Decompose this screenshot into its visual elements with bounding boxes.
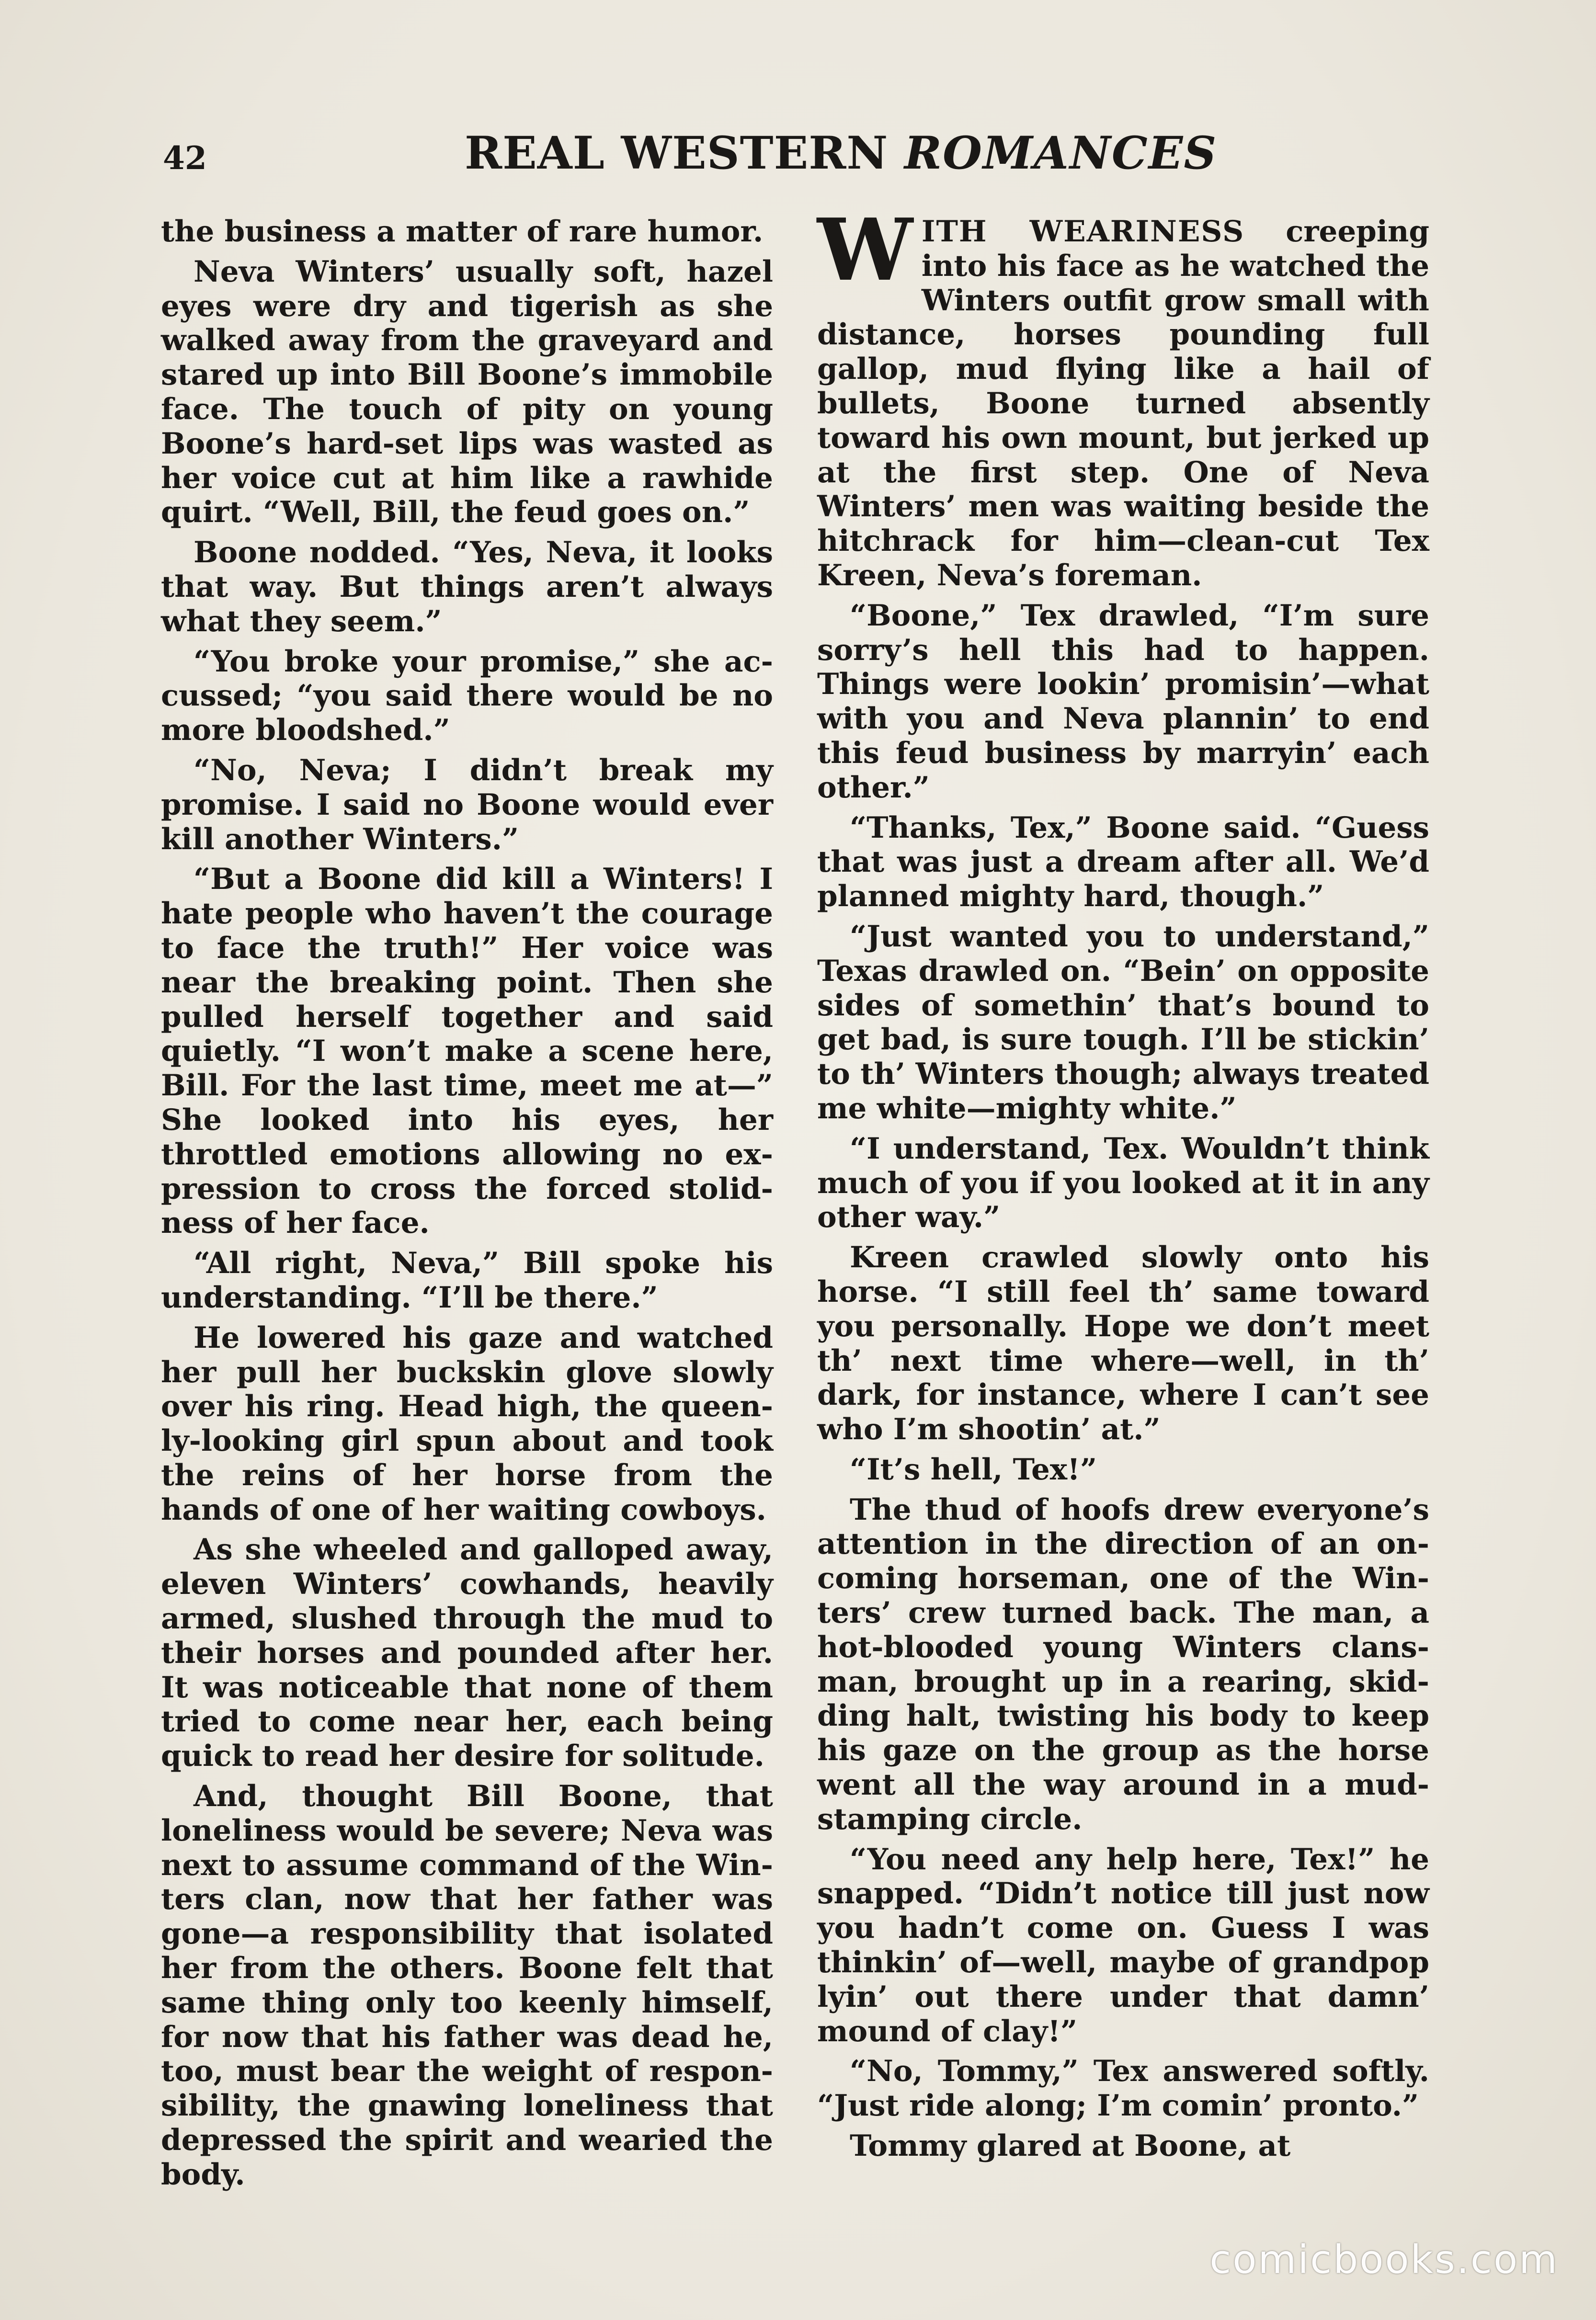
- paragraph: “You broke your promise,” she accussed; “you said there would be no more bloodshed.”: [161, 644, 773, 748]
- paragraph: “No, Neva; I didn’t break my promise. I said no Boone would ever kill another Winters.”: [161, 753, 773, 856]
- left-column: [161, 215, 773, 2198]
- paragraph: And, thought Bill Boone, that loneliness would be severe; Neva was next to assume command of the Winters clan, now that her father was gone—a responsibility that isolated her from the others. Boone felt that same thing only too keenly himself, for now that his father was dead he, too, must bear the weight of responsibility, the gnawing loneliness that depressed the spirit and wearied the body.: [161, 1779, 773, 2192]
- opening-text: creeping into his face as he watched the Winters outfit grow small with distance, horses pounding full gallop, mud flying like a hail of bullets, Boone turned absently toward his own mount, but jerked up at the first step. One of Neva Winters’ men was waiting beside the hitchrack for him—clean-cut Tex Kreen, Neva’s foreman.: [817, 215, 1429, 592]
- paragraph: “Boone,” Tex drawled, “I’m sure sorry’s hell this had to happen. Things were lookin’ promisin’—what with you and Neva plannin’ to end this feud business by marryin’ each other.”: [817, 598, 1429, 805]
- paragraph: “But a Boone did kill a Winters! I hate people who haven’t the courage to face the truth!” Her voice was near the breaking point. Then she pulled herself together and said quietly. “I won’t make a scene here, Bill. For the last time, meet me at—” She looked into his eyes, her throttled emotions allowing no expression to cross the forced stolidness of her face.: [161, 862, 773, 1240]
- paragraph: “It’s hell, Tex!”: [850, 1452, 1097, 1487]
- paragraph: He lowered his gaze and watched her pull her buckskin glove slowly over his ring. Head high, the queenly-looking girl spun about and took the reins of her horse from the hands of one of her waiting cowboys.: [161, 1320, 773, 1527]
- paragraph: “I understand, Tex. Wouldn’t think much of you if you looked at it in any other way.”: [817, 1131, 1429, 1235]
- paragraph: Boone nodded. “Yes, Neva, it looks that way. But things aren’t always what they seem.”: [161, 535, 773, 638]
- paragraph: “All right, Neva,” Bill spoke his understanding. “I’ll be there.”: [161, 1246, 773, 1315]
- paragraph: “Thanks, Tex,” Boone said. “Guess that was just a dream after all. We’d planned mighty hard, though.”: [817, 810, 1429, 914]
- paragraph: “Just wanted you to understand,” Texas drawled on. “Bein’ on opposite sides of somethin’ that’s bound to get bad, is sure tough. I’ll be stickin’ to th’ Winters though; always treated me white—mighty white.”: [817, 919, 1429, 1126]
- magazine-title: [465, 127, 1217, 180]
- magazine-title-plain: REAL WESTERN: [465, 127, 904, 180]
- paragraph: the business a matter of rare humor.: [161, 215, 764, 249]
- paragraph: As she wheeled and galloped away, eleven Winters’ cowhands, heavily armed, slushed through the mud to their horses and pounded after her. It was noticeable that none of them tried to come near her, each being quick to read her desire for solitude.: [161, 1533, 773, 1774]
- watermark: comicbooks.com: [1209, 2237, 1559, 2283]
- paragraph: Kreen crawled slowly onto his horse. “I still feel th’ same toward you personally. Hope we don’t meet th’ next time where—well, in th’ dark, for instance, where I can’t see who I’m shootin’ at.”: [817, 1240, 1429, 1447]
- page-number: 42: [163, 139, 207, 177]
- magazine-title-italic: ROMANCES: [904, 127, 1218, 180]
- paragraph: Neva Winters’ usually soft, hazel eyes were dry and tigerish as she walked away from the graveyard and stared up into Bill Boone’s immobile face. The touch of pity on young Boone’s hard-set lips was wasted as her voice cut at him like a rawhide quirt. “Well, Bill, the feud goes on.”: [161, 254, 773, 530]
- page-header: [163, 127, 1432, 189]
- paragraph: Tommy glared at Boone, at: [850, 2129, 1291, 2163]
- drop-cap: W: [817, 200, 913, 300]
- right-column: [817, 200, 1429, 2169]
- paragraph: “No, Tommy,” Tex answered softly. “Just ride along; I’m comin’ pronto.”: [817, 2054, 1429, 2123]
- paragraph: “You need any help here, Tex!” he snapped. “Didn’t notice till just now you hadn’t come on. Guess I was thinkin’ of—well, maybe of grandpop lyin’ out there under that damn’ mound of clay!”: [817, 1842, 1429, 2048]
- opening-paragraph: [817, 200, 1429, 593]
- lead-in-caps: ITH WEARINESS: [921, 215, 1245, 249]
- paragraph: The thud of hoofs drew everyone’s attention in the direction of an oncoming horseman, one of the Winters’ crew turned back. The man, a hot-blooded young Winters clansman, brought up in a rearing, skidding halt, twisting his body to keep his gaze on the group as the horse went all the way around in a mud-stamping circle.: [817, 1492, 1429, 1836]
